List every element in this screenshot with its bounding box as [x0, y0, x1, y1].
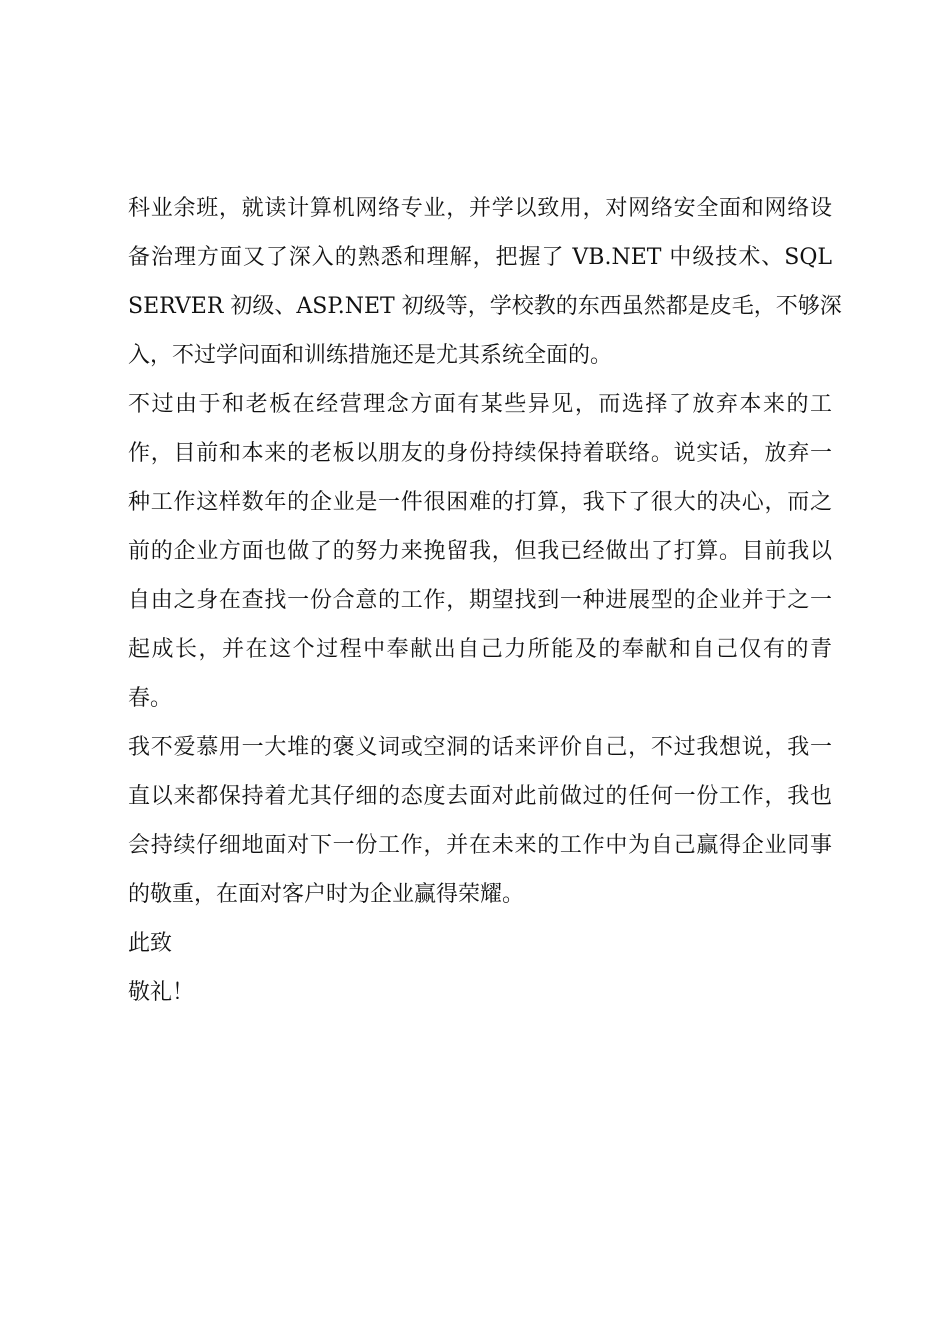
text-line: 春。: [128, 686, 173, 711]
text-line: 入，不过学问面和训练措施还是尤其系统全面的。: [128, 343, 613, 368]
text-line: 自由之身在查找一份合意的工作，期望找到一种进展型的企业并于之一: [128, 588, 832, 613]
text-line: 备治理方面又了深入的熟悉和理解，把握了 VB.NET 中级技术、SQL: [128, 245, 832, 270]
text-line: 不过由于和老板在经营理念方面有某些异见，而选择了放弃本来的工: [128, 392, 832, 417]
text-line: SERVER 初级、ASP.NET 初级等，学校教的东西虽然都是皮毛，不够深: [128, 294, 842, 319]
paragraph: [128, 380, 832, 723]
paragraph: [128, 184, 842, 380]
text-line: 种工作这样数年的企业是一件很困难的打算，我下了很大的决心，而之: [128, 490, 832, 515]
closing-salutation: 此致: [128, 931, 173, 956]
text-line: 科业余班，就读计算机网络专业，并学以致用，对网络安全面和网络设: [128, 196, 832, 221]
text-line: 会持续仔细地面对下一份工作，并在未来的工作中为自己赢得企业同事: [128, 833, 832, 858]
text-line: 我不爱慕用一大堆的褒义词或空洞的话来评价自己，不过我想说，我一: [128, 735, 832, 760]
text-line: 前的企业方面也做了的努力来挽留我，但我已经做出了打算。目前我以: [128, 539, 832, 564]
closing-regards: 敬礼！: [128, 980, 195, 1005]
letter-body: [128, 184, 842, 1017]
paragraph: [128, 723, 832, 919]
text-line: 起成长，并在这个过程中奉献出自己力所能及的奉献和自己仅有的青: [128, 637, 832, 662]
text-line: 直以来都保持着尤其仔细的态度去面对此前做过的任何一份工作，我也: [128, 784, 832, 809]
text-line: 作，目前和本来的老板以朋友的身份持续保持着联络。说实话，放弃一: [128, 441, 832, 466]
text-line: 的敬重，在面对客户时为企业赢得荣耀。: [128, 882, 525, 907]
